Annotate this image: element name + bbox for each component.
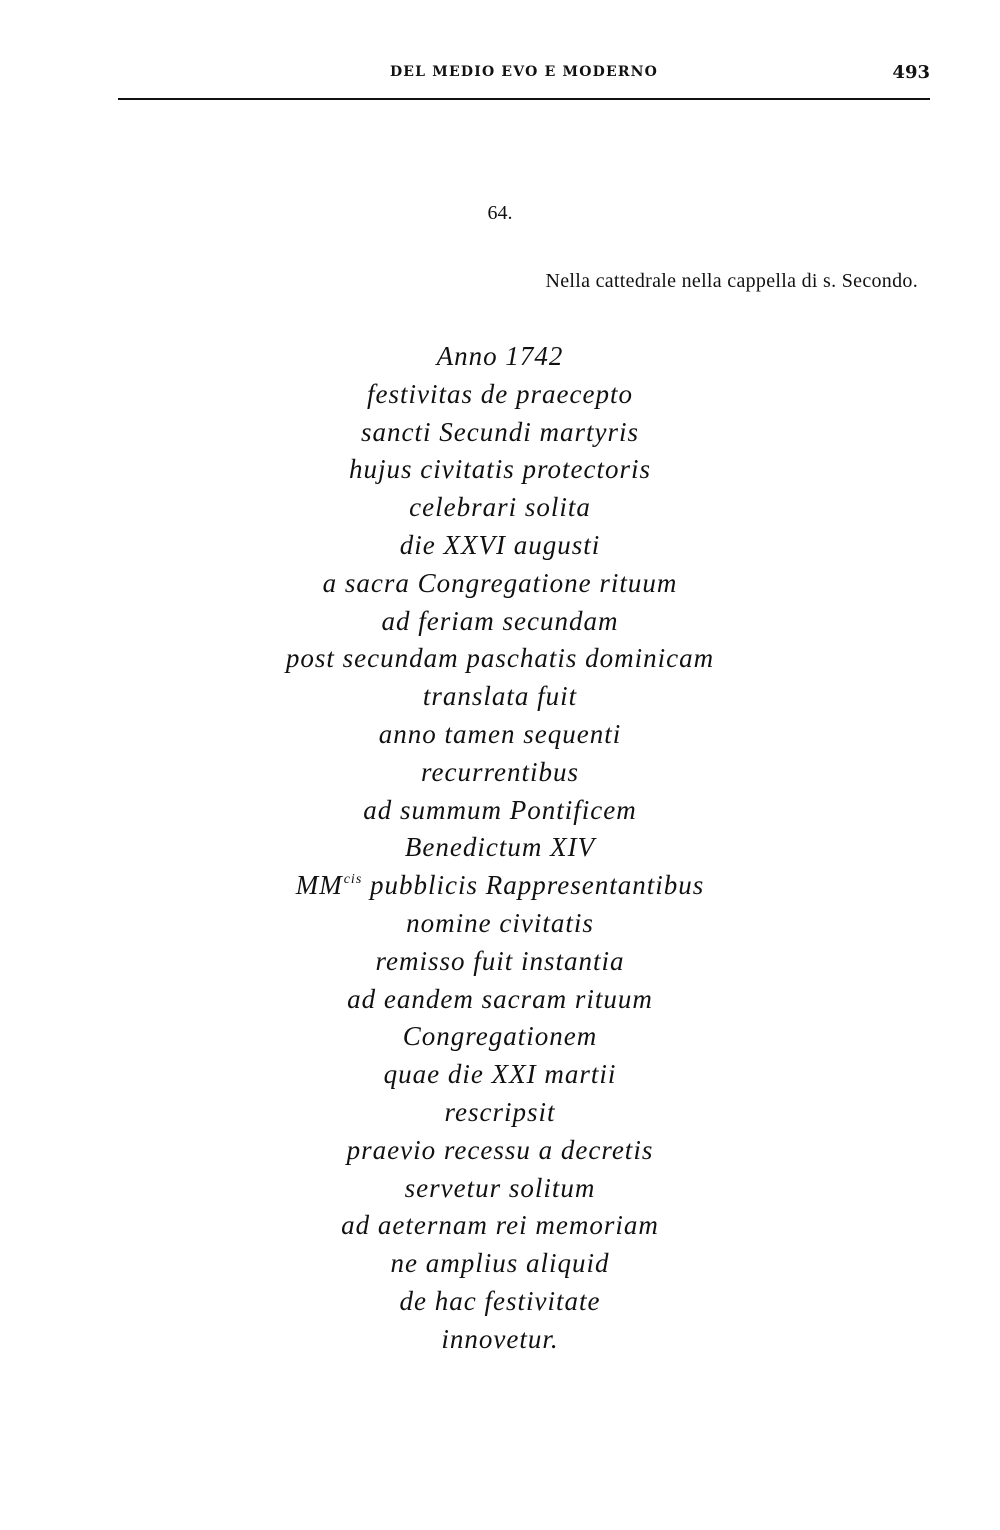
page-number: 493 — [892, 62, 930, 83]
inscription-line: hujus civitatis protectoris — [349, 454, 651, 485]
inscription-line — [0, 867, 1000, 905]
inscription-line: innovetur. — [441, 1323, 559, 1354]
inscription-line: celebrari solita — [409, 492, 591, 523]
inscription-line: post secundam paschatis dominicam — [285, 643, 715, 674]
inscription-line: ad feriam secundam — [381, 605, 619, 636]
inscription-line: de hac festivitate — [399, 1285, 601, 1316]
inscription-line: Anno 1742 — [436, 341, 564, 371]
inscription-line: recurrentibus — [421, 756, 579, 787]
header-rule — [118, 98, 930, 100]
inscription-line: anno tamen sequenti — [378, 718, 622, 749]
inscription-line: ad summum Pontificem — [363, 794, 637, 825]
abbreviation-superscript: cis — [343, 872, 363, 888]
inscription-line: remisso fuit instantia — [375, 945, 625, 976]
inscription-line: festivitas de praecepto — [367, 378, 633, 409]
inscription-line: servetur solitum — [404, 1172, 596, 1203]
inscription — [0, 338, 1000, 1359]
running-title: DEL MEDIO EVO E MODERNO — [389, 64, 659, 80]
inscription-line: quae die XXI martii — [383, 1059, 617, 1090]
inscription-line: ad eandem sacram rituum — [347, 983, 653, 1014]
inscription-line: ne amplius aliquid — [390, 1248, 610, 1279]
abbreviation-letters: MM — [295, 870, 343, 901]
line-text: pubblicis Rappresentantibus — [362, 870, 705, 901]
abbreviation — [296, 870, 363, 900]
inscription-line: translata fuit — [422, 681, 578, 712]
inscription-line: ad aeternam rei memoriam — [341, 1210, 659, 1241]
inscription-line: Congregationem — [402, 1021, 598, 1052]
inscription-line: sancti Secundi martyris — [361, 416, 639, 447]
inscription-line: Benedictum XIV — [404, 832, 596, 863]
inscription-line: nomine civitatis — [406, 907, 594, 938]
entry-number: 64. — [487, 202, 513, 224]
inscription-line: praevio recessu a decretis — [346, 1134, 654, 1165]
inscription-line: die XXVI augusti — [399, 529, 601, 560]
location-note: Nella cattedrale nella cappella di s. Secondo. — [545, 270, 918, 292]
running-head — [118, 60, 930, 90]
inscription-line: a sacra Congregatione rituum — [322, 567, 678, 598]
inscription-line: rescripsit — [444, 1096, 556, 1127]
